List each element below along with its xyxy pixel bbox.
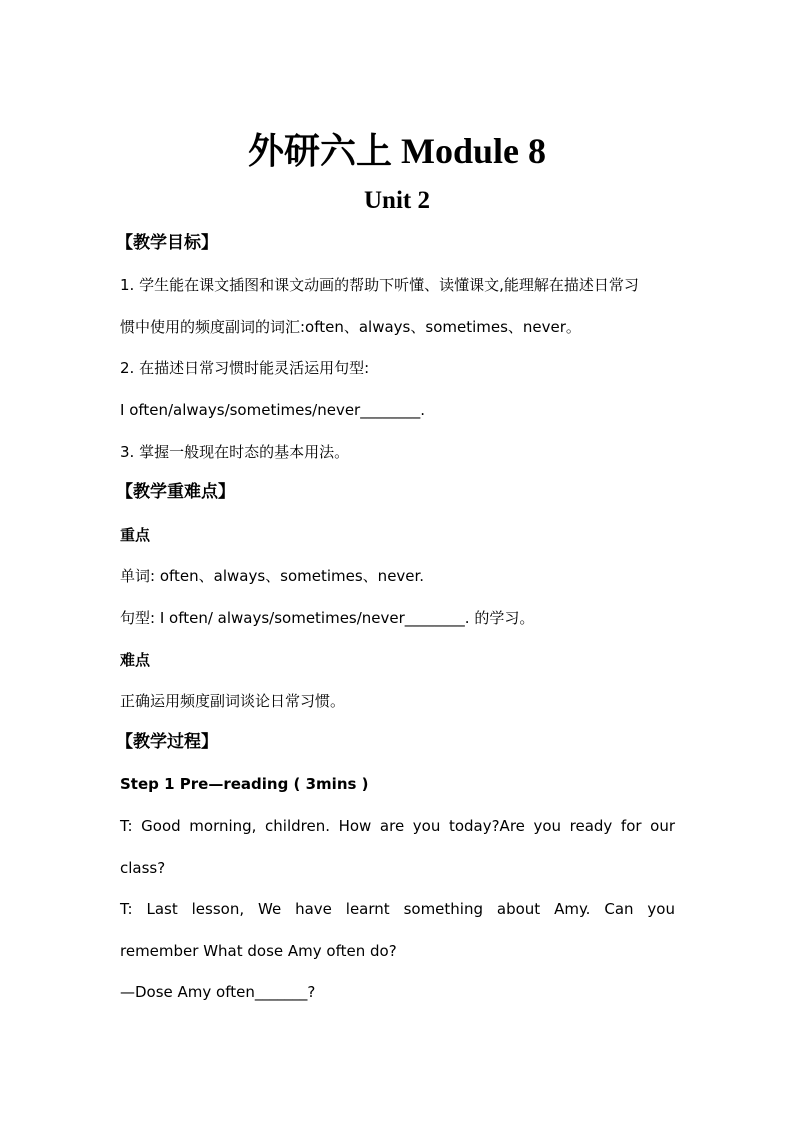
document-title: 外研六上 Module 8 [247,131,546,171]
process-heading: 【教学过程】 [116,732,218,752]
question-line: —Dose Amy often_______? [120,983,316,1001]
keypoints-heading: 【教学重难点】 [116,482,235,502]
teacher-line-1b: class? [120,859,166,877]
objective-3: 3. 掌握一般现在时态的基本用法。 [120,443,350,461]
key-label: 重点 [120,526,151,544]
objective-1-line-1: 1. 学生能在课文插图和课文动画的帮助下听懂、读懂课文,能理解在描述日常习 [120,276,639,294]
objectives-heading: 【教学目标】 [116,233,218,253]
key-pattern: 句型: I often/ always/sometimes/never________. 的学习。 [120,609,535,627]
objective-1-line-2: 惯中使用的频度副词的词汇:often、always、sometimes、never。 [120,318,581,336]
document-subtitle: Unit 2 [364,187,430,214]
step-1-heading: Step 1 Pre—reading ( 3mins ) [120,775,369,793]
teacher-line-1a: T: Good morning, children. How are you today?Are you ready for our [120,817,675,835]
teacher-line-2a: T: Last lesson, We have learnt something about Amy. Can you [120,900,675,918]
key-words: 单词: often、always、sometimes、never. [120,567,425,585]
objective-2-line-1: 2. 在描述日常习惯时能灵活运用句型: [120,359,370,377]
difficulty-label: 难点 [120,651,151,669]
difficulty-text: 正确运用频度副词谈论日常习惯。 [120,692,346,710]
objective-2-line-2: I often/always/sometimes/never________. [120,401,425,419]
teacher-line-2b: remember What dose Amy often do? [120,942,397,960]
